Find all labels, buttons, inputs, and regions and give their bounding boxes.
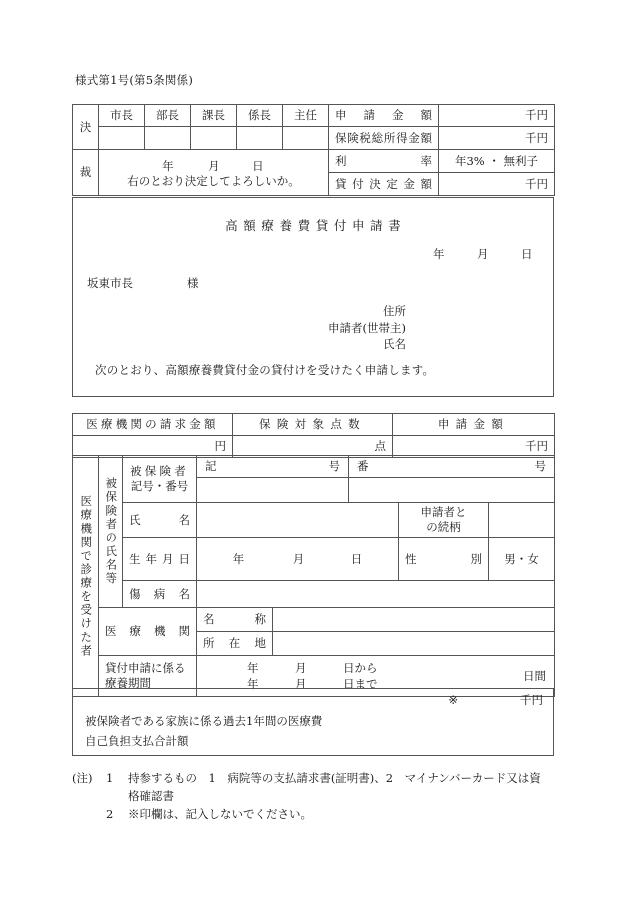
approver-stamp-buchou[interactable] [145,127,191,150]
insured-number-value[interactable] [349,478,555,503]
addressee-line [87,275,199,291]
amount-label-text: 利率 [335,153,432,168]
amount-header-application-amount [393,414,555,436]
disease-label [123,581,197,608]
label-text: 性別 [405,551,482,566]
period-from-row [247,661,378,675]
label-text: 名称 [203,612,266,627]
period-from-day: 日から [343,661,378,675]
symbol-header-inner [197,459,348,473]
addressee-honorific: 様 [187,276,199,290]
application-statement: 次のとおり、高額療養費貸付金の貸付けを受けたく申請します。 [95,363,435,377]
insured-number-header [349,456,555,478]
relation-label-line1: 申請者と [420,505,467,520]
detail-vertical-label-inner [99,456,123,608]
application-body [72,197,554,397]
detail-table [72,455,555,697]
amount-value-decided-loan[interactable] [439,173,555,196]
amount-unit-application: 千円 [525,108,548,123]
table-row [73,538,555,581]
gender-label [399,538,489,581]
amount-label-insurance-income [329,127,439,150]
family-expense-unit: 千円 [520,693,543,707]
amount-unit-thousand-yen: 千円 [525,439,548,454]
decision-date-and-confirm[interactable] [99,150,329,196]
approver-header-kakarichou: 係長 [237,105,283,127]
notes-tag-spacer [72,806,106,824]
amount-value-insurance-income[interactable] [439,127,555,150]
vertical-label-text: 被保険者の氏名等 [104,477,119,586]
amount-header-insurance-points [233,414,393,436]
amount-unit-insurance-income: 千円 [525,130,548,145]
addressee-name: 坂東市長 [87,276,133,290]
label-text: 生年月日 [129,551,190,566]
amount-label-text: 保険税総所得金額 [335,130,432,145]
label-text: 傷病名 [129,586,190,601]
period-days-unit: 日間 [523,669,547,683]
insured-number-label [123,456,197,503]
approver-header-shichou: 市長 [99,105,145,127]
amount-label-decided-loan [329,173,439,196]
institution-label [99,608,197,656]
detail-vertical-label-outer [73,456,99,697]
note-item-1 [72,770,572,788]
birthdate-year: 年 [232,551,245,566]
decision-approval-table [72,104,555,196]
family-expense-line1: 被保険者である家族に係る過去1年間の医療費 [85,714,323,728]
applicant-name-label: 氏名 [383,337,406,352]
institution-name-value[interactable] [273,608,555,632]
insured-name-value[interactable] [197,503,399,538]
decision-date-month: 月 [208,159,221,174]
amount-value-application[interactable] [439,105,555,127]
period-from-month: 月 [295,661,307,675]
family-expense-line2: 自己負担支払合計額 [85,734,189,748]
decision-vertical-label-bottom [73,150,99,196]
decision-label-char-1: 決 [79,119,92,134]
institution-name-label [197,608,273,632]
application-date[interactable] [433,246,535,262]
table-row [73,581,555,608]
label-text: 記号・番号 [130,479,189,493]
birthdate-month: 月 [292,551,305,566]
birthdate-label [123,538,197,581]
vertical-label-wrap [99,477,122,586]
amount-summary-table [72,413,554,458]
period-to-day: 日まで [343,677,378,691]
vertical-label-wrap [73,495,98,658]
application-date-month: 月 [477,247,490,261]
amount-label-text: 申請金額 [335,108,432,123]
decision-label-char-2: 裁 [79,165,92,180]
insured-symbol-unit: 号 [328,459,340,474]
note-item-2 [72,806,572,824]
application-date-day: 日 [521,247,534,261]
note-text-2: ※印欄は、記入しないでください。 [128,806,312,821]
approver-stamp-shunin[interactable] [283,127,329,150]
insured-number-label-line1 [123,464,196,479]
label-text: 医療機関 [105,624,190,639]
approver-stamp-kachou[interactable] [191,127,237,150]
family-expense-amount-row[interactable] [448,692,543,708]
applicant-title-row [288,320,538,337]
period-to-month: 月 [295,677,307,691]
decision-table [72,104,554,196]
amount-unit-points: 点 [374,439,386,454]
amount-header-text: 申請金額 [437,417,510,432]
insured-number-unit: 号 [534,459,547,474]
notes-section [72,770,572,823]
period-from-year: 年 [247,661,259,675]
label-text: 所在地 [203,636,266,651]
decision-date-year: 年 [162,159,175,174]
applicant-name-row [288,336,538,353]
amount-value-interest-rate[interactable]: 年3% ・ 無利子 [439,150,555,173]
insured-detail-table [72,455,554,697]
vertical-label-text: 医療機関で診療を受けた者 [79,494,94,658]
note-continuation-1: 格確認書 [128,788,174,803]
period-label-line1: 貸付申請に係る [105,661,186,676]
form-number: 様式第1号(第5条関係) [75,73,194,87]
applicant-address-row [288,303,538,320]
application-date-year: 年 [433,247,446,261]
number-header-inner [349,459,554,473]
approver-header-shunin: 主任 [283,105,329,127]
table-row [73,414,555,436]
official-use-marker: ※ [448,693,458,707]
amount-header-text: 医療機関の請求金額 [86,417,219,432]
period-to-year: 年 [247,677,259,691]
amount-table [72,413,555,458]
birthdate-value[interactable] [197,538,399,581]
note-number-2: 2 [106,806,114,821]
insured-number-label-line2 [123,479,196,494]
applicant-title-label: 申請者(世帯主) [328,320,406,335]
label-text: 氏名 [129,512,190,527]
applicant-address-label: 住所 [383,304,406,318]
insured-number-label-char: 番 [357,459,369,474]
amount-label-interest-rate [329,150,439,173]
note-text-1: 持参するもの 1 病院等の支払請求書(証明書)、2 マイナンバーカード又は資 [128,771,541,785]
gender-value[interactable]: 男・女 [489,538,555,581]
birthdate-inner [197,552,398,566]
relation-label-line2: の続柄 [426,520,461,534]
institution-address-value[interactable] [273,632,555,656]
decision-date-day: 日 [252,159,265,174]
document-title: 高額療養費貸付申請書 [225,218,407,233]
notes-tag: (注) [72,771,93,785]
amount-header-text: 保険対象点数 [259,417,366,432]
amount-unit-decided-loan: 千円 [525,176,548,191]
relation-label [399,503,489,538]
table-row [73,150,555,173]
institution-address-label [197,632,273,656]
insured-symbol-label: 記 [205,459,217,474]
insured-symbol-value[interactable] [197,478,349,503]
amount-label-application [329,105,439,127]
approver-header-buchou: 部長 [145,105,191,127]
decision-date-line [99,157,328,173]
note-number-1: 1 [106,771,114,785]
table-row [73,608,555,632]
approver-header-kachou: 課長 [191,105,237,127]
amount-header-institution-claim [73,414,233,436]
decision-confirm-text: 右のとおり決定してよろしいか。 [127,173,300,188]
family-expense-block [72,688,554,756]
table-row [73,105,555,127]
table-row [73,127,555,150]
table-row [73,503,555,538]
disease-value[interactable] [197,581,555,608]
insured-name-label [123,503,197,538]
table-row [73,456,555,478]
label-text: 被保険者 [130,464,189,479]
amount-label-text: 貸付決定金額 [335,176,432,191]
amount-unit-yen: 円 [214,439,226,454]
approver-stamp-kakarichou[interactable] [237,127,283,150]
relation-value[interactable] [489,503,555,538]
insured-symbol-header [197,456,349,478]
period-label-line2: 療養期間 [105,676,151,690]
decision-vertical-label-top [73,105,99,150]
birthdate-day: 日 [350,551,363,566]
approver-stamp-shichou[interactable] [99,127,145,150]
applicant-block [288,303,538,353]
